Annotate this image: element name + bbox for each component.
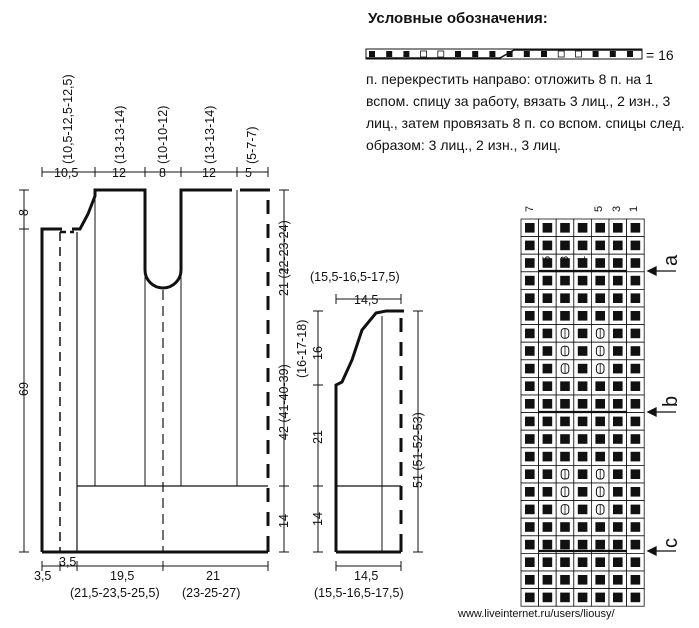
chart-inner-col-label: 5 bbox=[541, 255, 553, 262]
chart-knit-stitch bbox=[631, 241, 641, 251]
sleeve-bottom-paren: (15,5-16,5-17,5) bbox=[314, 586, 404, 600]
chart-knit-stitch bbox=[613, 276, 623, 286]
legend-knit-stitch bbox=[455, 51, 461, 57]
chart-knit-stitch bbox=[578, 417, 588, 427]
chart-knit-stitch bbox=[578, 469, 588, 479]
chart-knit-stitch bbox=[595, 293, 605, 303]
chart-knit-stitch bbox=[543, 469, 553, 479]
chart-knit-stitch bbox=[525, 293, 535, 303]
arrow-label-c: c bbox=[660, 538, 682, 548]
sleeve-left-dim: 14 bbox=[311, 512, 325, 526]
chart-knit-stitch bbox=[525, 557, 535, 567]
chart-knit-stitch bbox=[595, 593, 605, 603]
chart-knit-stitch bbox=[595, 557, 605, 567]
body-right-middle: 42 (41-40-39) bbox=[277, 364, 291, 440]
legend-knit-stitch bbox=[610, 51, 616, 57]
chart-knit-stitch bbox=[631, 293, 641, 303]
chart-knit-stitch bbox=[613, 487, 623, 497]
chart-knit-stitch bbox=[560, 593, 570, 603]
stitch-chart bbox=[521, 219, 644, 606]
chart-knit-stitch bbox=[595, 575, 605, 585]
sleeve-outline bbox=[336, 311, 404, 552]
chart-knit-stitch bbox=[578, 557, 588, 567]
chart-knit-stitch bbox=[595, 434, 605, 444]
chart-knit-stitch bbox=[631, 381, 641, 391]
chart-knit-stitch bbox=[613, 293, 623, 303]
chart-knit-stitch bbox=[525, 593, 535, 603]
body-right-upper: 21 (22-23-24) bbox=[277, 220, 291, 296]
chart-knit-stitch bbox=[595, 540, 605, 550]
sleeve-left-paren: (16-17-18) bbox=[295, 319, 309, 378]
chart-knit-stitch bbox=[525, 522, 535, 532]
chart-knit-stitch bbox=[578, 241, 588, 251]
chart-knit-stitch bbox=[631, 487, 641, 497]
chart-knit-stitch bbox=[578, 223, 588, 233]
chart-knit-stitch bbox=[631, 469, 641, 479]
sleeve-left-dim: 16 bbox=[311, 346, 325, 360]
legend-knit-stitch bbox=[541, 51, 547, 57]
body-bottom-dim: 3,5 bbox=[34, 569, 52, 583]
chart-knit-stitch bbox=[595, 522, 605, 532]
chart-knit-stitch bbox=[560, 399, 570, 409]
chart-knit-stitch bbox=[560, 434, 570, 444]
chart-knit-stitch bbox=[560, 276, 570, 286]
body-top-labels bbox=[17, 74, 291, 600]
chart-knit-stitch bbox=[560, 311, 570, 321]
chart-knit-stitch bbox=[560, 417, 570, 427]
chart-knit-stitch bbox=[578, 381, 588, 391]
chart-knit-stitch bbox=[595, 223, 605, 233]
chart-knit-stitch bbox=[631, 434, 641, 444]
chart-knit-stitch bbox=[525, 364, 535, 374]
chart-knit-stitch bbox=[578, 293, 588, 303]
chart-knit-stitch bbox=[613, 346, 623, 356]
body-top-dim: 12 bbox=[112, 166, 126, 180]
legend-cable-strip bbox=[366, 49, 642, 59]
chart-knit-stitch bbox=[560, 381, 570, 391]
chart-knit-stitch bbox=[578, 540, 588, 550]
legend-knit-stitch bbox=[386, 51, 392, 57]
chart-knit-stitch bbox=[560, 293, 570, 303]
chart-knit-stitch bbox=[613, 311, 623, 321]
chart-knit-stitch bbox=[613, 593, 623, 603]
sleeve-bottom-dim: 14,5 bbox=[354, 569, 379, 583]
watermark-url: www.liveinternet.ru/users/liousy/ bbox=[458, 608, 615, 620]
chart-knit-stitch bbox=[525, 540, 535, 550]
chart-knit-stitch bbox=[525, 575, 535, 585]
chart-knit-stitch bbox=[543, 452, 553, 462]
body-outline bbox=[42, 190, 270, 552]
legend-knit-stitch bbox=[472, 51, 478, 57]
chart-knit-stitch bbox=[525, 381, 535, 391]
chart-knit-stitch bbox=[631, 540, 641, 550]
chart-knit-stitch bbox=[525, 329, 535, 339]
body-bottom-dim: 19,5 bbox=[110, 569, 135, 583]
body-left-top: 8 bbox=[17, 209, 31, 216]
chart-knit-stitch bbox=[543, 522, 553, 532]
chart-col-label: 7 bbox=[524, 205, 536, 212]
body-bottom-paren: (23-25-27) bbox=[182, 586, 241, 600]
chart-knit-stitch bbox=[613, 469, 623, 479]
chart-knit-stitch bbox=[631, 223, 641, 233]
chart-knit-stitch bbox=[631, 417, 641, 427]
arrow-label-b: b bbox=[660, 395, 682, 407]
chart-knit-stitch bbox=[631, 505, 641, 515]
legend-knit-stitch bbox=[489, 51, 495, 57]
chart-knit-stitch bbox=[613, 329, 623, 339]
chart-knit-stitch bbox=[543, 223, 553, 233]
body-top-dim: 8 bbox=[159, 166, 166, 180]
chart-knit-stitch bbox=[578, 593, 588, 603]
chart-knit-stitch bbox=[578, 575, 588, 585]
body-top-paren: (13-13-14) bbox=[113, 105, 127, 164]
chart-knit-stitch bbox=[631, 522, 641, 532]
chart-knit-stitch bbox=[560, 575, 570, 585]
chart-knit-stitch bbox=[543, 311, 553, 321]
chart-knit-stitch bbox=[613, 575, 623, 585]
chart-knit-stitch bbox=[578, 276, 588, 286]
body-pattern bbox=[42, 190, 270, 552]
chart-knit-stitch bbox=[578, 346, 588, 356]
chart-knit-stitch bbox=[525, 346, 535, 356]
body-bottom-dim: 3,5 bbox=[59, 555, 77, 569]
legend-equals: = 16 bbox=[646, 47, 674, 63]
chart-inner-col-label: 3 bbox=[559, 255, 571, 262]
chart-knit-stitch bbox=[525, 434, 535, 444]
chart-knit-stitch bbox=[560, 557, 570, 567]
body-left-total: 69 bbox=[17, 382, 31, 396]
chart-knit-stitch bbox=[631, 364, 641, 374]
chart-knit-stitch bbox=[560, 540, 570, 550]
chart-knit-stitch bbox=[613, 505, 623, 515]
chart-knit-stitch bbox=[543, 364, 553, 374]
legend-title: Условные обозначения: bbox=[368, 10, 548, 27]
chart-knit-stitch bbox=[543, 276, 553, 286]
chart-knit-stitch bbox=[595, 417, 605, 427]
body-bottom-dim: 21 bbox=[206, 569, 220, 583]
chart-inner-col-label: 1 bbox=[576, 255, 588, 262]
sleeve-top-paren: (15,5-16,5-17,5) bbox=[310, 270, 400, 284]
chart-col-label: 1 bbox=[628, 205, 640, 212]
chart-knit-stitch bbox=[543, 241, 553, 251]
chart-knit-stitch bbox=[543, 381, 553, 391]
chart-knit-stitch bbox=[525, 417, 535, 427]
body-top-paren: (10,5-12,5-12,5) bbox=[61, 74, 75, 164]
arrow-label-a: a bbox=[660, 254, 682, 266]
chart-knit-stitch bbox=[543, 417, 553, 427]
chart-knit-stitch bbox=[525, 505, 535, 515]
chart-knit-stitch bbox=[543, 434, 553, 444]
chart-knit-stitch bbox=[578, 364, 588, 374]
chart-knit-stitch bbox=[631, 593, 641, 603]
legend-purl-stitch bbox=[575, 51, 581, 57]
chart-knit-stitch bbox=[631, 276, 641, 286]
chart-knit-stitch bbox=[525, 452, 535, 462]
body-top-dim: 12 bbox=[202, 166, 216, 180]
chart-knit-stitch bbox=[525, 258, 535, 268]
chart-knit-stitch bbox=[595, 258, 605, 268]
body-bottom-paren: (21,5-23,5-25,5) bbox=[70, 586, 160, 600]
chart-knit-stitch bbox=[578, 399, 588, 409]
chart-knit-stitch bbox=[595, 276, 605, 286]
chart-knit-stitch bbox=[560, 522, 570, 532]
body-top-paren: (10-10-12) bbox=[156, 105, 170, 164]
chart-knit-stitch bbox=[595, 452, 605, 462]
legend-knit-stitch bbox=[627, 51, 633, 57]
chart-knit-stitch bbox=[543, 575, 553, 585]
body-top-paren: (13-13-14) bbox=[203, 105, 217, 164]
chart-col-label: 3 bbox=[611, 205, 623, 212]
chart-knit-stitch bbox=[631, 329, 641, 339]
chart-knit-stitch bbox=[525, 223, 535, 233]
chart-knit-stitch bbox=[613, 434, 623, 444]
chart-knit-stitch bbox=[543, 487, 553, 497]
chart-knit-stitch bbox=[578, 311, 588, 321]
chart-knit-stitch bbox=[631, 258, 641, 268]
chart-knit-stitch bbox=[613, 364, 623, 374]
chart-knit-stitch bbox=[543, 593, 553, 603]
legend-purl-stitch bbox=[421, 51, 427, 57]
chart-knit-stitch bbox=[578, 329, 588, 339]
chart-knit-stitch bbox=[613, 557, 623, 567]
chart-knit-stitch bbox=[613, 399, 623, 409]
chart-knit-stitch bbox=[613, 522, 623, 532]
chart-knit-stitch bbox=[631, 452, 641, 462]
chart-knit-stitch bbox=[578, 505, 588, 515]
chart-knit-stitch bbox=[631, 557, 641, 567]
chart-knit-stitch bbox=[631, 346, 641, 356]
chart-knit-stitch bbox=[525, 276, 535, 286]
chart-knit-stitch bbox=[543, 540, 553, 550]
chart-knit-stitch bbox=[595, 241, 605, 251]
chart-knit-stitch bbox=[613, 417, 623, 427]
chart-knit-stitch bbox=[543, 557, 553, 567]
chart-knit-stitch bbox=[578, 487, 588, 497]
chart-knit-stitch bbox=[525, 399, 535, 409]
chart-knit-stitch bbox=[543, 505, 553, 515]
chart-knit-stitch bbox=[631, 311, 641, 321]
chart-knit-stitch bbox=[613, 540, 623, 550]
sleeve-right-dim: 51 (51-52-53) bbox=[411, 412, 425, 488]
chart-col-label: 5 bbox=[593, 205, 605, 212]
body-top-dim: 10,5 bbox=[54, 166, 79, 180]
chart-knit-stitch bbox=[613, 223, 623, 233]
chart-arrows bbox=[648, 267, 676, 555]
chart-knit-stitch bbox=[578, 434, 588, 444]
chart-knit-stitch bbox=[560, 241, 570, 251]
chart-knit-stitch bbox=[543, 329, 553, 339]
chart-knit-stitch bbox=[525, 487, 535, 497]
chart-knit-stitch bbox=[595, 381, 605, 391]
sleeve-dimension-lines bbox=[313, 294, 423, 571]
chart-knit-stitch bbox=[595, 399, 605, 409]
sleeve-pattern bbox=[336, 311, 404, 552]
legend-knit-stitch bbox=[403, 51, 409, 57]
chart-knit-stitch bbox=[595, 311, 605, 321]
chart-knit-stitch bbox=[543, 293, 553, 303]
legend-purl-stitch bbox=[558, 51, 564, 57]
chart-knit-stitch bbox=[613, 452, 623, 462]
chart-knit-stitch bbox=[560, 223, 570, 233]
chart-knit-stitch bbox=[560, 452, 570, 462]
chart-knit-stitch bbox=[631, 575, 641, 585]
chart-knit-stitch bbox=[525, 311, 535, 321]
chart-knit-stitch bbox=[578, 522, 588, 532]
body-right-lower: 14 bbox=[277, 514, 291, 528]
legend-purl-stitch bbox=[438, 51, 444, 57]
chart-knit-stitch bbox=[543, 399, 553, 409]
chart-knit-stitch bbox=[613, 381, 623, 391]
chart-knit-stitch bbox=[578, 452, 588, 462]
legend-knit-stitch bbox=[524, 51, 530, 57]
chart-knit-stitch bbox=[613, 241, 623, 251]
chart-knit-stitch bbox=[613, 258, 623, 268]
legend-knit-stitch bbox=[593, 51, 599, 57]
sleeve-top-dim: 14,5 bbox=[354, 293, 379, 307]
legend-knit-stitch bbox=[369, 51, 375, 57]
chart-knit-stitch bbox=[543, 346, 553, 356]
chart-knit-stitch bbox=[631, 399, 641, 409]
chart-knit-stitch bbox=[525, 241, 535, 251]
sleeve-left-dim: 21 bbox=[311, 430, 325, 444]
body-top-paren: (5-7-7) bbox=[245, 126, 259, 164]
legend-description: п. перекрестить направо: отложить 8 п. на 1 вспом. спицу за работу, вязать 3 лиц., 2 изн., 3 лиц., затем провязать 8 п. со вспом. спицы след. образом: 3 лиц., 2 изн., 3 лиц. bbox=[366, 71, 685, 153]
chart-knit-stitch bbox=[525, 469, 535, 479]
body-top-dim: 5 bbox=[245, 166, 252, 180]
